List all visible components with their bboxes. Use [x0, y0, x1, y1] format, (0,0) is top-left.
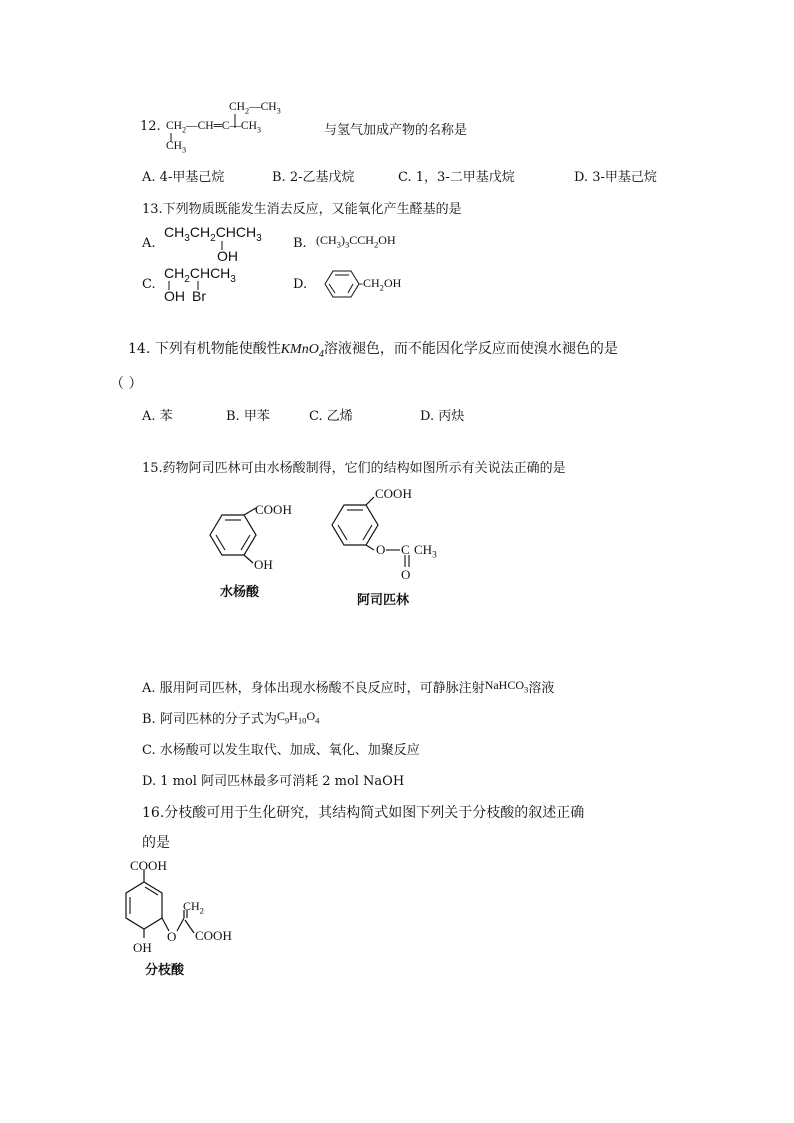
- q12-formula-bottom: $CH_3$: [166, 140, 187, 155]
- option-label: D.: [574, 170, 589, 185]
- q12-formula-main: $CH_2—CH═C—CH_3$: [166, 120, 262, 135]
- option-text: 服用阿司匹林，身体出现水杨酸不良反应时，可静脉注射: [159, 681, 485, 696]
- option-label: A.: [142, 170, 156, 185]
- q14-option-d[interactable]: [420, 405, 464, 424]
- q13-option-c-oh: OH: [164, 288, 185, 304]
- q15-option-b[interactable]: [142, 708, 319, 728]
- option-text: 阿司匹林的分子式为: [159, 712, 277, 727]
- q14-stem: [128, 338, 618, 360]
- chorismic-name: 分枝酸: [145, 962, 185, 977]
- aspirin-name: 阿司匹林: [357, 592, 410, 607]
- q12-option-a[interactable]: [142, 166, 224, 185]
- q12-formula-top: $CH_2—CH_3$: [229, 101, 281, 116]
- q13-option-a-oh: OH: [217, 248, 238, 264]
- q14-option-c[interactable]: [309, 405, 353, 424]
- option-text: 丙炔: [438, 409, 465, 424]
- q13-option-b-label[interactable]: B.: [293, 236, 307, 251]
- chorismic-oh: OH: [133, 940, 152, 955]
- q15-option-a[interactable]: [142, 677, 554, 697]
- aspirin-structure-icon: [322, 495, 462, 585]
- q14-reagent: KMnO$_4$: [280, 342, 324, 360]
- option-label: D.: [420, 409, 435, 424]
- chorismic-top-cooh: COOH: [130, 858, 167, 873]
- option-text: 4-甲基己烷: [159, 170, 225, 185]
- option-text: 3-甲基己烷: [592, 170, 657, 185]
- option-text: 水杨酸可以发生取代、加成、氧化、加聚反应: [159, 743, 420, 758]
- option-label: B.: [226, 409, 240, 424]
- q14-answer-paren: （ ）: [110, 376, 143, 392]
- nahco3-formula: NaHCO$_3$: [484, 678, 529, 695]
- q13-option-a-formula: $CH_3CH_2CHCH_3$: [164, 224, 262, 244]
- aspirin-ch3: $CH_3$: [414, 542, 437, 561]
- q12-option-c[interactable]: [398, 166, 515, 185]
- option-label: D.: [142, 774, 157, 789]
- option-text: 乙烯: [326, 409, 353, 424]
- option-text: 1，3-二甲基戊烷: [415, 170, 515, 185]
- chorismic-side-cooh: COOH: [195, 928, 232, 943]
- salicylic-name: 水杨酸: [220, 584, 260, 599]
- q13-option-d-group: $-CH_2OH$: [359, 276, 402, 293]
- q12-option-b[interactable]: [272, 166, 355, 185]
- option-label: B.: [272, 170, 286, 185]
- q15-stem: 15.药物阿司匹林可由水杨酸制得，它们的结构如图所示有关说法正确的是: [142, 461, 566, 476]
- option-text: 1 mol 阿司匹林最多可消耗 2 mol NaOH: [160, 774, 405, 789]
- q13-option-d-label[interactable]: D.: [293, 277, 308, 292]
- option-label: B.: [142, 712, 156, 727]
- q13-option-c-label[interactable]: C.: [142, 277, 156, 292]
- aspirin-molecular-formula: $C_9H_{10}O_4$: [276, 709, 320, 726]
- q12-stem: 与氢气加成产物的名称是: [324, 123, 468, 138]
- option-label: A.: [142, 681, 156, 696]
- option-label: C.: [309, 409, 323, 424]
- q13-option-c-br: Br: [192, 288, 206, 304]
- q13-option-b-formula: $(CH_3)_3CCH_2OH$: [316, 233, 396, 250]
- aspirin-cooh: COOH: [375, 486, 412, 501]
- q12-option-d[interactable]: [574, 166, 657, 185]
- q16-stem-line2: 的是: [142, 835, 170, 851]
- salicylic-cooh: COOH: [255, 502, 292, 517]
- option-label: A.: [142, 409, 156, 424]
- q15-option-d[interactable]: [142, 770, 404, 789]
- q12-number: 12.: [140, 119, 161, 134]
- q16-stem-line1: 16.分枝酸可用于生化研究，其结构简式如图下列关于分枝酸的叙述正确: [142, 805, 585, 821]
- q14-stem-post: 溶液褪色，而不能因化学反应而使溴水褪色的是: [323, 341, 618, 357]
- q14-option-b[interactable]: [226, 405, 270, 424]
- salicylic-oh: OH: [254, 557, 273, 572]
- option-label: C.: [142, 743, 156, 758]
- q13-option-c-formula: $CH_2CHCH_3$: [164, 265, 236, 285]
- q13-stem: 13.下列物质既能发生消去反应，又能氧化产生醛基的是: [142, 202, 462, 217]
- q15-option-c[interactable]: [142, 739, 420, 758]
- option-text: 2-乙基戊烷: [289, 170, 355, 185]
- aspirin-carbonyl-c: C: [401, 542, 410, 557]
- option-label: C.: [398, 170, 412, 185]
- chorismic-ch2: $CH_2$: [183, 899, 204, 916]
- q13-option-a-label[interactable]: A.: [142, 236, 156, 251]
- q14-option-a[interactable]: [142, 405, 173, 424]
- aspirin-carbonyl-o: O: [401, 567, 411, 582]
- aspirin-ester-o: O: [376, 542, 386, 557]
- option-text: 甲苯: [243, 409, 270, 424]
- option-text: 苯: [159, 409, 173, 424]
- chorismic-ether-o: O: [167, 929, 177, 944]
- q14-stem-pre: 14. 下列有机物能使酸性: [128, 341, 281, 357]
- option-tail: 溶液: [528, 681, 555, 696]
